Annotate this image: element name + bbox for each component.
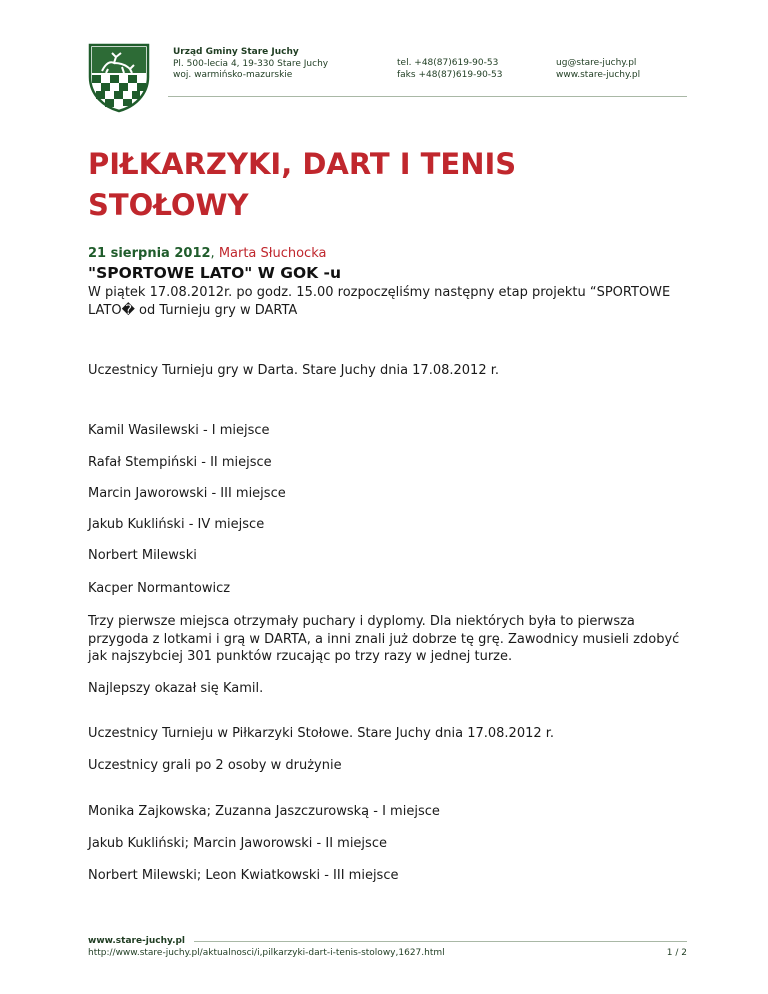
article-paragraph: Trzy pierwsze miejsca otrzymały puchary i dyplomy. Dla niektórych była to pierwsza przygoda z lotkami i grą w DARTA, a inni znali już dobrze tę grę. Zawodnicy musieli zdobyć jak najszybciej 301 punktów rzucając po trzy razy w jednej turze. (88, 614, 680, 664)
result-item: Kamil Wasilewski - I miejsce (88, 423, 270, 438)
footer-divider (194, 941, 687, 942)
article-paragraph: Uczestnicy grali po 2 osoby w drużynie (88, 758, 342, 773)
result-item: Marcin Jaworowski - III miejsce (88, 486, 286, 501)
result-item: Rafał Stempiński - II miejsce (88, 455, 272, 470)
page-header (0, 0, 768, 100)
article-paragraph-intro: W piątek 17.08.2012r. po godz. 15.00 rozpoczęliśmy następny etap projektu “SPORTOWE LATO� od Turnieju gry w DARTA (88, 285, 671, 318)
organization-block (173, 47, 328, 82)
result-item: Norbert Milewski (88, 548, 197, 563)
address-line-1: Pl. 500-lecia 4, 19-330 Stare Juchy (173, 58, 329, 69)
phone-number: tel. +48(87)619-90-53 (397, 58, 499, 68)
article-title: PIŁKARZYKI, DART I TENIS STOŁOWY (88, 147, 517, 222)
article-subtitle: "SPORTOWE LATO" W GOK -u (88, 264, 342, 282)
web-block (556, 58, 640, 81)
website-link[interactable]: www.stare-juchy.pl (556, 69, 641, 80)
article-date: 21 sierpnia 2012 (88, 246, 211, 261)
footer-site-link[interactable]: www.stare-juchy.pl (88, 936, 186, 946)
phone-block (397, 58, 503, 81)
footer-page-url[interactable]: http://www.stare-juchy.pl/aktualnosci/i,pilkarzyki-dart-i-tenis-stolowy,1627.html (88, 948, 445, 958)
result-item: Jakub Kukliński; Marcin Jaworowski - II miejsce (88, 836, 387, 851)
article-paragraph: Najlepszy okazał się Kamil. (88, 681, 264, 696)
article-meta: 21 sierpnia 2012, Marta Słuchocka (88, 246, 327, 261)
header-divider (168, 96, 687, 97)
address-line-2: woj. warmińsko-mazurskie (173, 70, 293, 80)
page-number: 1 / 2 (666, 948, 687, 958)
result-item: Norbert Milewski; Leon Kwiatkowski - III miejsce (88, 868, 399, 883)
article-paragraph: Uczestnicy Turnieju w Piłkarzyki Stołowe. Stare Juchy dnia 17.08.2012 r. (88, 726, 555, 741)
coat-of-arms-logo (88, 43, 150, 113)
organization-name: Urząd Gminy Stare Juchy (173, 47, 299, 57)
article-paragraph: Uczestnicy Turnieju gry w Darta. Stare Juchy dnia 17.08.2012 r. (88, 363, 500, 378)
article-author[interactable]: Marta Słuchocka (218, 246, 327, 261)
result-item: Monika Zajkowska; Zuzanna Jaszczurowską - I miejsce (88, 804, 440, 819)
result-item: Kacper Normantowicz (88, 581, 231, 596)
email-link[interactable]: ug@stare-juchy.pl (556, 58, 637, 68)
fax-number: faks +48(87)619-90-53 (397, 69, 503, 80)
result-item: Jakub Kukliński - IV miejsce (88, 517, 265, 532)
